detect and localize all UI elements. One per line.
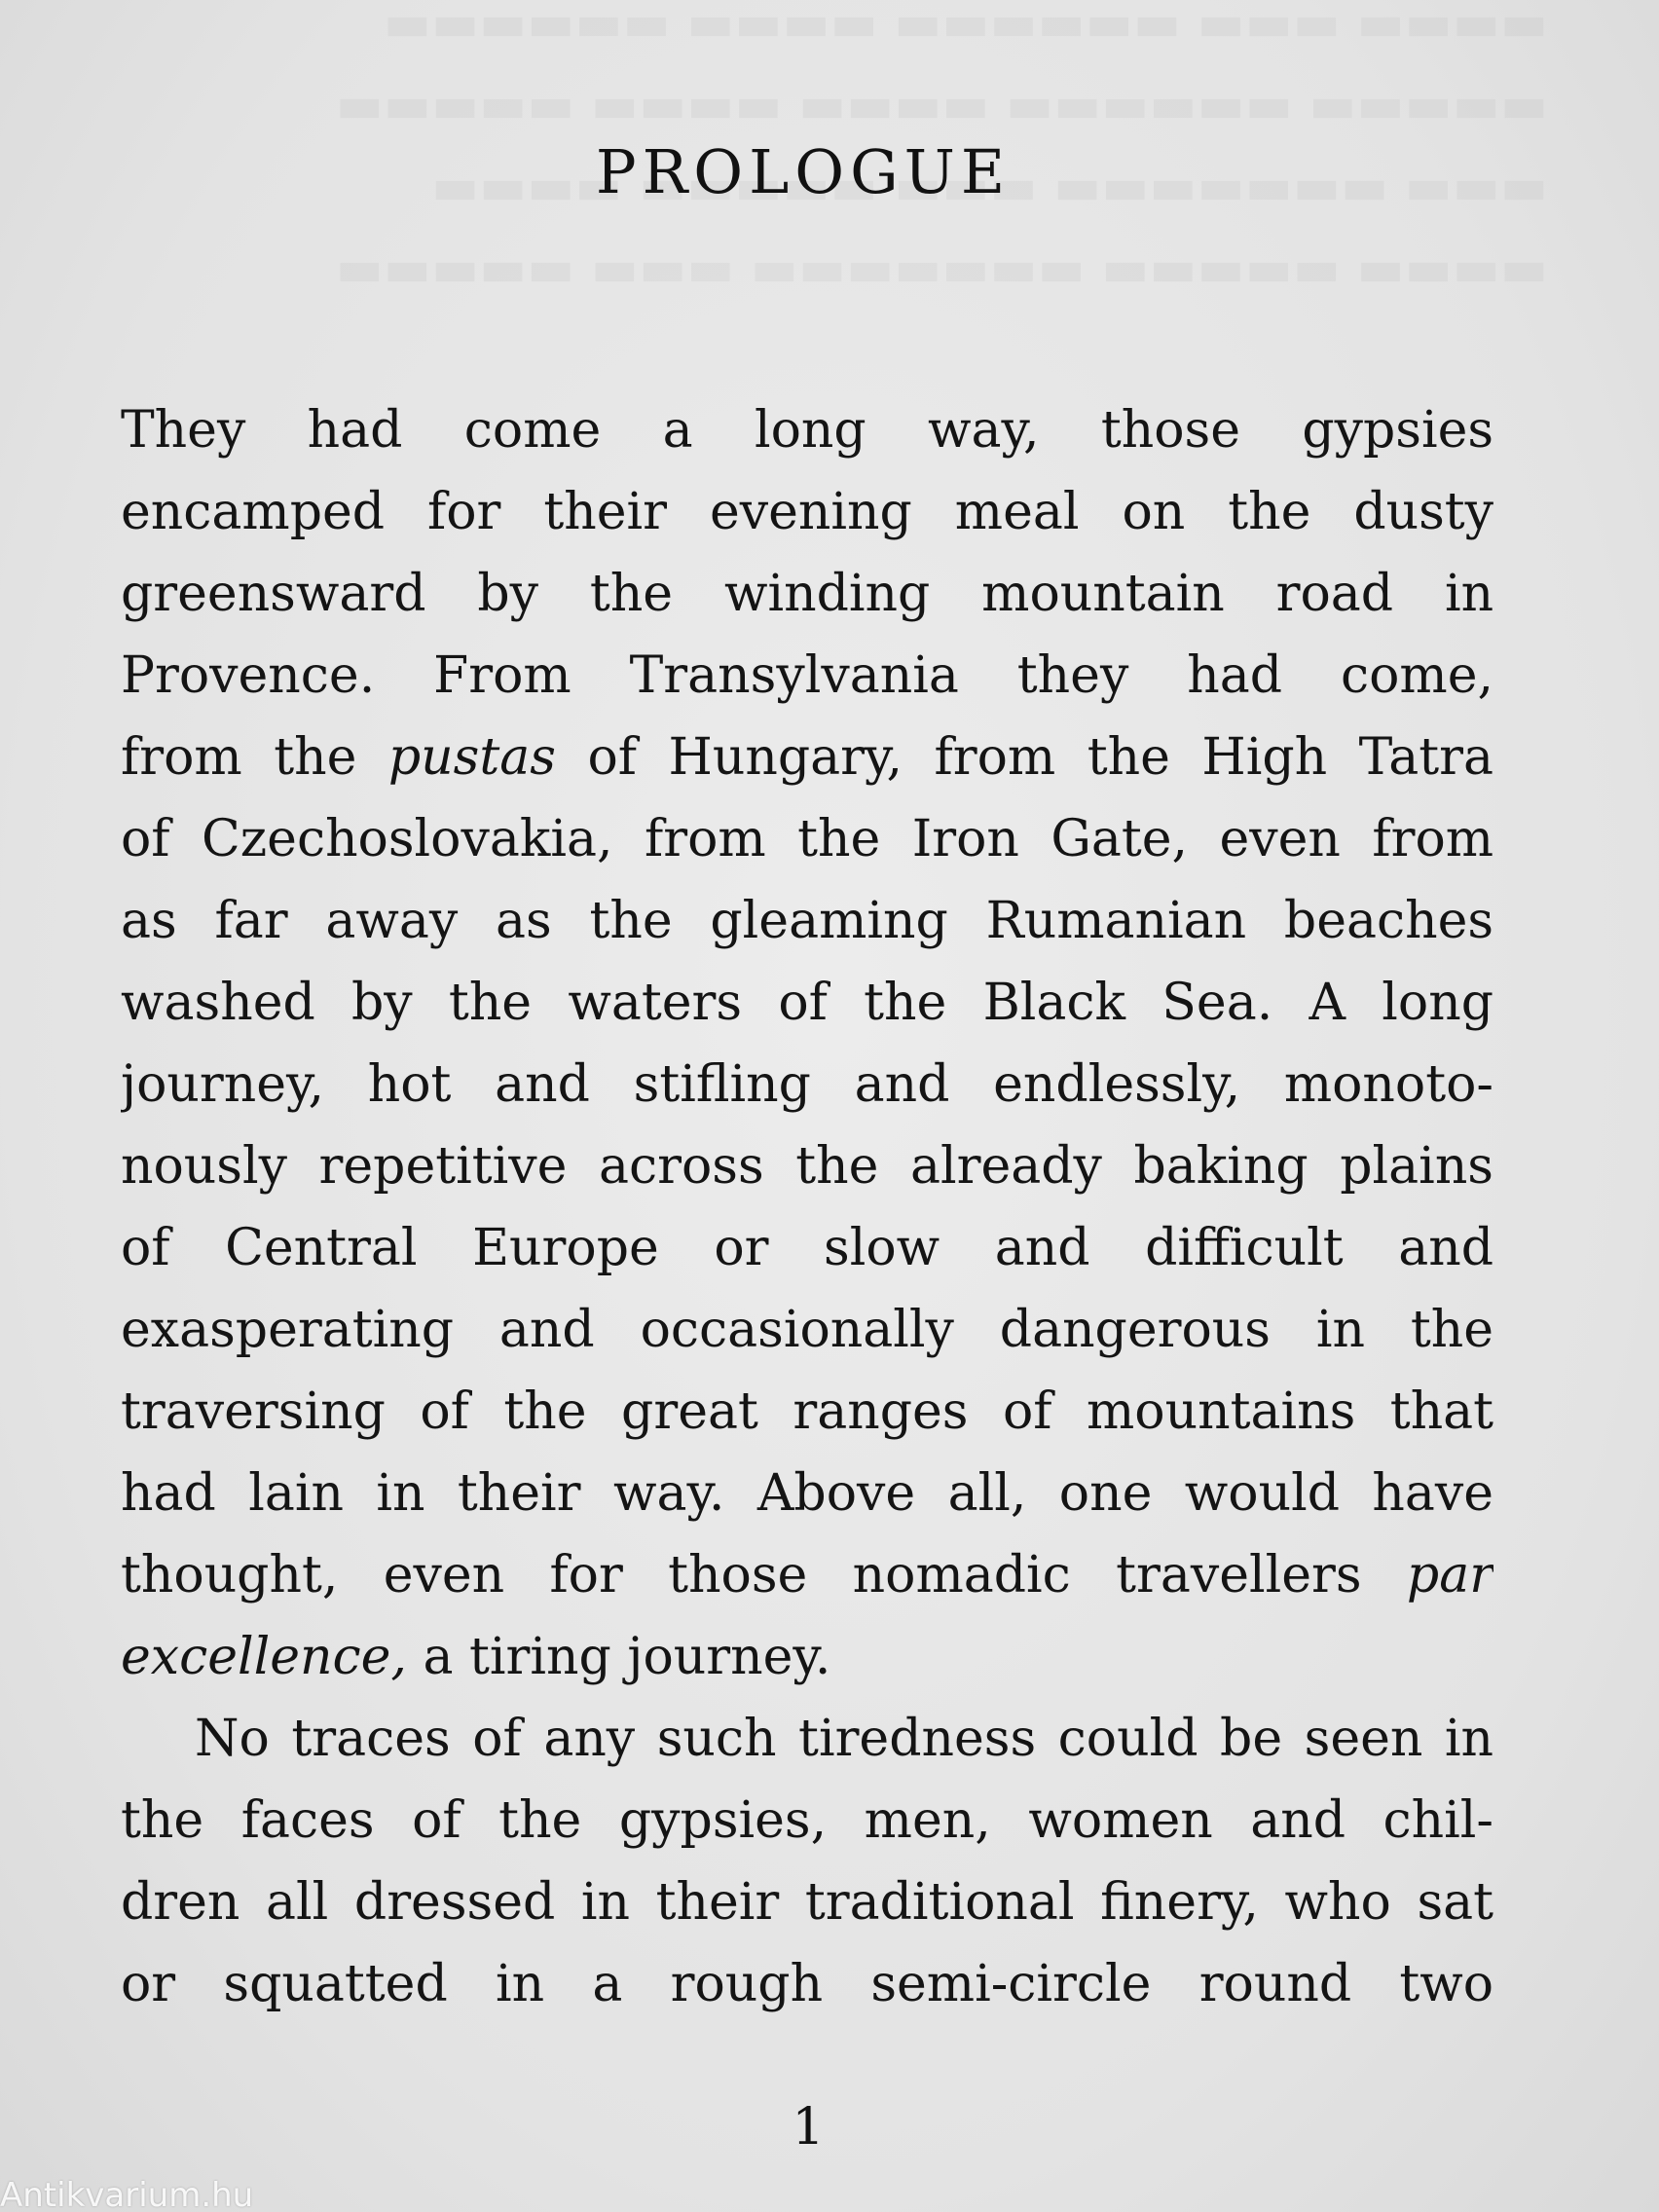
word: A	[1309, 974, 1346, 1032]
word: way.	[612, 1464, 725, 1523]
word: High	[1201, 728, 1328, 787]
word: travellers	[1116, 1546, 1362, 1604]
text-line	[121, 1616, 1493, 1698]
word: exasperating	[121, 1301, 455, 1359]
text-line	[121, 553, 1493, 635]
word: two	[1399, 1955, 1493, 2013]
paragraph	[121, 389, 1493, 1698]
watermark: Antikvarium.hu	[0, 2179, 254, 2212]
word: come	[463, 401, 602, 460]
word: journey,	[121, 1055, 325, 1114]
text-line	[121, 635, 1493, 717]
word: Hungary,	[668, 728, 903, 787]
word: traditional	[804, 1873, 1075, 1932]
word: difficult	[1145, 1219, 1344, 1277]
italic-word: pustas	[387, 728, 556, 787]
word: any	[543, 1710, 636, 1768]
word: great	[621, 1382, 758, 1441]
word: that	[1389, 1382, 1493, 1441]
text-line	[121, 389, 1493, 471]
word: those	[668, 1546, 808, 1604]
word: their	[543, 483, 668, 541]
word: of	[412, 1791, 461, 1850]
word: traversing	[121, 1382, 386, 1441]
word: already	[909, 1137, 1102, 1196]
word: round	[1198, 1955, 1352, 2013]
word: From	[433, 646, 571, 705]
page-number: 1	[792, 2098, 825, 2157]
word: evening	[709, 483, 912, 541]
word: on	[1122, 483, 1186, 541]
word: have	[1372, 1464, 1493, 1523]
word: waters	[568, 974, 743, 1032]
word: the	[498, 1791, 582, 1850]
text-line	[121, 1534, 1493, 1616]
text-line	[121, 1207, 1493, 1289]
text-line	[121, 1862, 1493, 1943]
word: the	[121, 1791, 204, 1850]
word: and	[495, 1055, 590, 1114]
word: Gate,	[1051, 810, 1189, 868]
word: sat	[1417, 1873, 1493, 1932]
word: in	[376, 1464, 425, 1523]
word: one	[1058, 1464, 1153, 1523]
word: finery,	[1100, 1873, 1259, 1932]
word: a	[592, 1955, 623, 2013]
word: Provence.	[121, 646, 376, 705]
word: of	[121, 810, 170, 868]
word: all	[266, 1873, 329, 1932]
word: Iron	[911, 810, 1019, 868]
word: had	[1187, 646, 1283, 705]
word: monoto-	[1283, 1055, 1493, 1114]
word: could	[1057, 1710, 1198, 1768]
word: They	[121, 401, 246, 460]
word: their	[457, 1464, 581, 1523]
word: traces	[291, 1710, 451, 1768]
word: seen	[1304, 1710, 1423, 1768]
word: had	[121, 1464, 216, 1523]
word: tiring	[469, 1628, 611, 1686]
word: squatted	[223, 1955, 448, 2013]
word: the	[274, 728, 357, 787]
word: for	[427, 483, 501, 541]
word: plains	[1340, 1137, 1493, 1196]
word: all,	[947, 1464, 1027, 1523]
word: winding	[723, 565, 931, 623]
word: the	[1228, 483, 1311, 541]
text-line	[121, 1453, 1493, 1534]
word: rough	[670, 1955, 824, 2013]
paragraph	[121, 1698, 1493, 2025]
text-line	[121, 717, 1493, 798]
word: repetitive	[318, 1137, 568, 1196]
word: those	[1100, 401, 1240, 460]
word: faces	[240, 1791, 375, 1850]
word: a	[662, 401, 693, 460]
word: who	[1284, 1873, 1391, 1932]
word: Czechoslovakia,	[201, 810, 613, 868]
word: washed	[121, 974, 315, 1032]
text-line	[121, 1780, 1493, 1862]
word: and	[994, 1219, 1090, 1277]
word: far	[214, 892, 288, 950]
word: away	[325, 892, 459, 950]
word: of	[778, 974, 828, 1032]
word: mountain	[981, 565, 1225, 623]
word: greensward	[121, 565, 426, 623]
word: their	[655, 1873, 780, 1932]
word: the	[864, 974, 947, 1032]
word: No	[195, 1710, 270, 1768]
word: tiredness	[798, 1710, 1037, 1768]
word: even	[1219, 810, 1341, 868]
word: for	[549, 1546, 623, 1604]
word: in	[496, 1955, 545, 2013]
word: women	[1028, 1791, 1213, 1850]
word: the	[503, 1382, 587, 1441]
word: meal	[954, 483, 1080, 541]
word: of	[587, 728, 637, 787]
word: Europe	[472, 1219, 659, 1277]
word: endlessly,	[993, 1055, 1241, 1114]
italic-word: excellence,	[121, 1628, 407, 1686]
word: the	[1087, 728, 1170, 787]
word: journey.	[627, 1628, 831, 1686]
word: gleaming	[710, 892, 948, 950]
text-line	[121, 1125, 1493, 1207]
word: Rumanian	[985, 892, 1247, 950]
word: in	[1315, 1301, 1365, 1359]
word: a	[423, 1628, 454, 1686]
word: and	[498, 1301, 595, 1359]
word: such	[656, 1710, 777, 1768]
body-text	[121, 389, 1493, 2025]
word: Black	[982, 974, 1126, 1032]
text-line	[121, 1289, 1493, 1371]
word: men,	[864, 1791, 991, 1850]
word: by	[477, 565, 539, 623]
word: way,	[928, 401, 1040, 460]
word: or	[714, 1219, 769, 1277]
word: of	[420, 1382, 469, 1441]
word: dressed	[353, 1873, 556, 1932]
word: the	[797, 810, 881, 868]
word: Transylvania	[629, 646, 959, 705]
chapter-title: PROLOGUE	[595, 136, 1012, 207]
word: gypsies	[1302, 401, 1493, 460]
word: would	[1184, 1464, 1340, 1523]
word: the	[1410, 1301, 1493, 1359]
text-line	[121, 962, 1493, 1044]
word: lain	[248, 1464, 344, 1523]
word: the	[589, 565, 674, 623]
word: and	[1250, 1791, 1346, 1850]
word: come,	[1340, 646, 1493, 705]
word: thought,	[121, 1546, 339, 1604]
word: baking	[1133, 1137, 1309, 1196]
text-line	[121, 1943, 1493, 2025]
word: had	[307, 401, 403, 460]
word: ranges	[793, 1382, 969, 1441]
word: and	[854, 1055, 950, 1114]
text-line	[121, 1371, 1493, 1453]
text-line	[121, 471, 1493, 553]
word: and	[1398, 1219, 1493, 1277]
word: nomadic	[852, 1546, 1071, 1604]
word: the	[795, 1137, 879, 1196]
word: encamped	[121, 483, 386, 541]
word: slow	[824, 1219, 940, 1277]
word: long	[754, 401, 866, 460]
word: be	[1220, 1710, 1283, 1768]
word: of	[1002, 1382, 1052, 1441]
word: mountains	[1087, 1382, 1356, 1441]
word: gypsies,	[618, 1791, 828, 1850]
word: chil-	[1382, 1791, 1493, 1850]
word: Above	[756, 1464, 916, 1523]
word: Central	[225, 1219, 418, 1277]
word: beaches	[1283, 892, 1493, 950]
word: the	[448, 974, 533, 1032]
word: even	[383, 1546, 505, 1604]
word: stifling	[633, 1055, 811, 1114]
word: from	[121, 728, 242, 787]
italic-word: par	[1406, 1546, 1493, 1604]
word: they	[1016, 646, 1129, 705]
word: of	[472, 1710, 522, 1768]
word: road	[1275, 565, 1394, 623]
word: in	[580, 1873, 630, 1932]
word: nously	[121, 1137, 287, 1196]
text-line	[121, 1044, 1493, 1125]
word: Sea.	[1161, 974, 1273, 1032]
text-line	[121, 798, 1493, 880]
word: the	[589, 892, 673, 950]
word: from	[934, 728, 1056, 787]
word: dren	[121, 1873, 240, 1932]
word: semi-circle	[870, 1955, 1152, 2013]
word: by	[351, 974, 413, 1032]
word: long	[1382, 974, 1493, 1032]
word: as	[495, 892, 552, 950]
word: of	[121, 1219, 170, 1277]
word: in	[1444, 1710, 1493, 1768]
word: Tatra	[1358, 728, 1493, 787]
word: in	[1444, 565, 1493, 623]
word: hot	[367, 1055, 452, 1114]
word: across	[599, 1137, 764, 1196]
text-line	[121, 1698, 1493, 1780]
text-line	[121, 880, 1493, 962]
word: dusty	[1353, 483, 1493, 541]
word: occasionally	[640, 1301, 954, 1359]
word: from	[1372, 810, 1493, 868]
word: from	[644, 810, 766, 868]
word: dangerous	[999, 1301, 1271, 1359]
word: as	[121, 892, 177, 950]
word: or	[121, 1955, 176, 2013]
